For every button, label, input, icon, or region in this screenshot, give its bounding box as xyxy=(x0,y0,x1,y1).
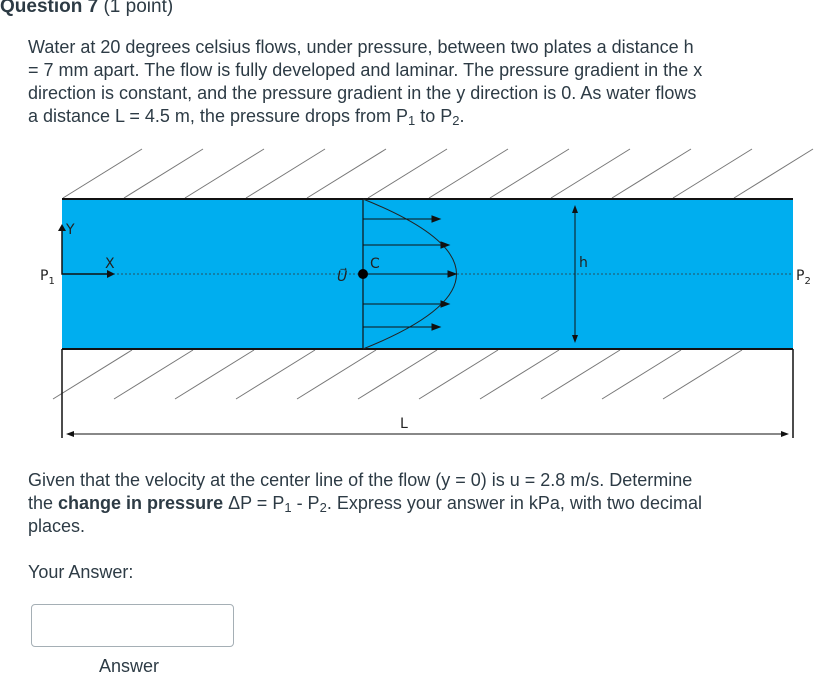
bold-text: change in pressure xyxy=(58,493,224,513)
text-line: direction is constant, and the pressure gradient in the y direction is 0. As water flows xyxy=(28,83,697,103)
hatch-line xyxy=(490,149,569,198)
question-points: (1 point) xyxy=(103,0,174,17)
hatch-line xyxy=(297,350,376,399)
arrow-left-icon xyxy=(66,431,74,437)
hatch-line xyxy=(673,149,752,198)
hatch-line xyxy=(480,350,559,399)
text-line: places. xyxy=(28,516,86,536)
text-line: = 7 mm apart. The flow is fully developed and laminar. The pressure gradient in the x xyxy=(28,60,703,80)
text-line xyxy=(28,492,702,515)
hatch-line xyxy=(541,350,620,399)
text-seg: . xyxy=(459,106,465,126)
answer-caption: Answer xyxy=(99,656,160,676)
hatch-line xyxy=(307,149,386,198)
hatch-line xyxy=(663,350,742,399)
hatch-line xyxy=(53,350,132,399)
p1-label: $P_1$ xyxy=(40,268,55,287)
hatch-line xyxy=(734,149,813,198)
x-label: X xyxy=(105,256,115,272)
hatch-line xyxy=(63,149,142,198)
task-text xyxy=(28,469,702,538)
hatch-line xyxy=(236,350,315,399)
arrow-right-icon xyxy=(781,431,789,437)
hatch-line xyxy=(114,350,193,399)
text-line: Given that the velocity at the center line of the flow (y = 0) is u = 2.8 m/s. Determine xyxy=(28,470,693,490)
hatch-line xyxy=(246,149,325,198)
text-seg: the xyxy=(28,493,59,513)
hatch-line xyxy=(175,350,254,399)
text-seg: a distance L = 4.5 m, the pressure drops from P xyxy=(28,106,409,126)
answer-input[interactable] xyxy=(31,604,234,647)
hatch-line xyxy=(602,350,681,399)
question-number: Question 7 xyxy=(0,0,99,17)
text-seg: - P xyxy=(291,493,320,513)
text-seg: to P xyxy=(415,106,453,126)
hatch-line xyxy=(185,149,264,198)
u-label: U⃗ xyxy=(337,269,348,285)
p2-label: $P_2$ xyxy=(796,268,811,287)
l-label: L xyxy=(400,416,408,432)
hatch-line xyxy=(551,149,630,198)
y-label: Y xyxy=(66,222,75,238)
hatch-line xyxy=(358,350,437,399)
subscript: 1 xyxy=(284,500,292,515)
subscript: 2 xyxy=(319,500,327,515)
subscript: 1 xyxy=(408,113,416,128)
your-answer-label: Your Answer: xyxy=(28,562,134,582)
subscript: 2 xyxy=(452,113,460,128)
text-seg: ΔP = P xyxy=(223,493,285,513)
hatch-line xyxy=(124,149,203,198)
hatch-line xyxy=(429,149,508,198)
hatch-line xyxy=(612,149,691,198)
center-point xyxy=(358,269,368,279)
h-label: h xyxy=(579,255,588,271)
c-label: C xyxy=(370,256,380,272)
text-seg: . Express your answer in kPa, with two decimal xyxy=(326,493,702,513)
hatch-line xyxy=(419,350,498,399)
text-line: Water at 20 degrees celsius flows, under pressure, between two plates a distance h xyxy=(28,37,694,57)
hatch-line xyxy=(368,149,447,198)
